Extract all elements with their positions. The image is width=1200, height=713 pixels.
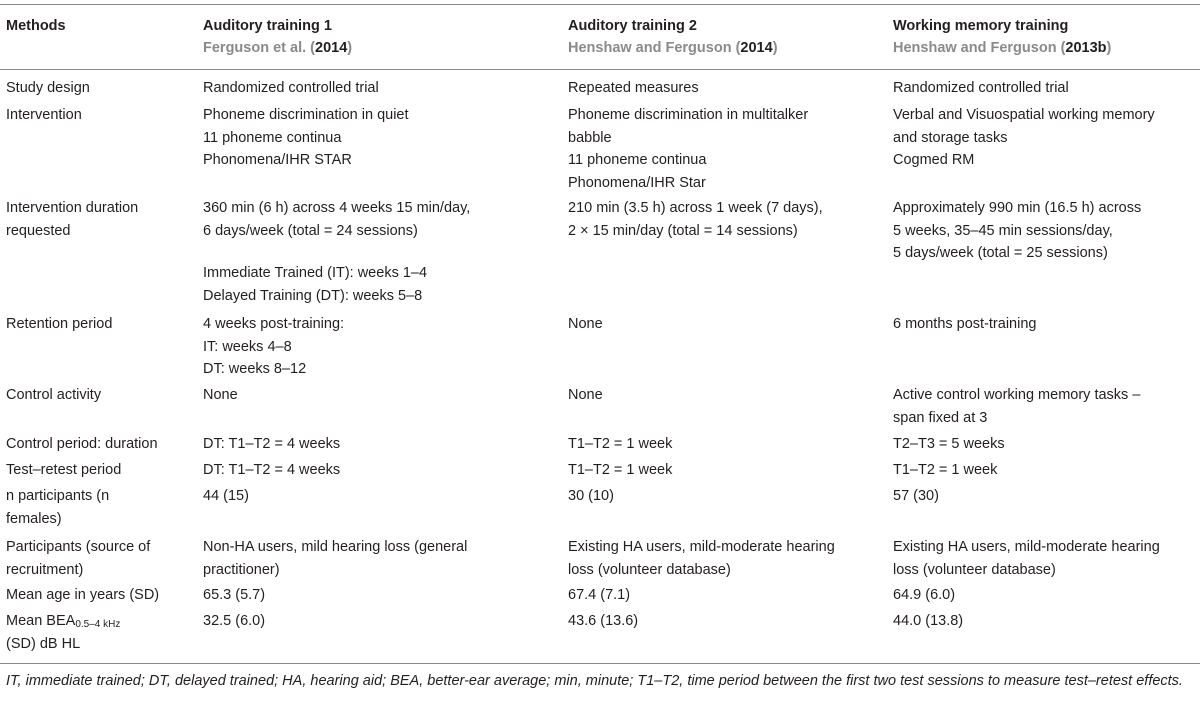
row-design-col3 bbox=[893, 77, 1069, 100]
row-bea-label: Mean $BEA_{0.5-4 kHz}$ (SD) dB HL bbox=[6, 613, 121, 652]
row-duration-col2 bbox=[568, 197, 823, 242]
cell-line: Phonomena/IHR Star bbox=[568, 174, 706, 191]
cell-line: Active control working memory tasks – bbox=[893, 387, 1141, 403]
row-design-col1 bbox=[203, 77, 379, 100]
row-intervention-label bbox=[6, 104, 82, 127]
row-duration-label bbox=[6, 197, 138, 242]
row-bea-col2 bbox=[568, 610, 638, 633]
row-duration-col1 bbox=[203, 197, 470, 242]
header-col-2 bbox=[568, 15, 778, 59]
cell-line: 4 weeks post-training: bbox=[203, 316, 345, 332]
row-test-retest-label bbox=[6, 459, 121, 482]
row-age-label bbox=[6, 584, 159, 607]
row-duration-col1-schedule bbox=[203, 262, 427, 307]
cell-line: loss (volunteer database) bbox=[893, 561, 1056, 578]
cell-line: 64.9 (6.0) bbox=[893, 587, 956, 603]
cell-line: 11 phoneme continua bbox=[203, 129, 342, 146]
cell-line: Phoneme discrimination in quiet bbox=[203, 107, 409, 123]
cell-line: Existing HA users, mild-moderate hearing bbox=[893, 539, 1160, 555]
row-recruitment-col2 bbox=[568, 536, 835, 581]
table-footnote: IT, immediate trained; DT, delayed trained; HA, hearing aid; BEA, better-ear average; min, minute; T1–T2, time period between the first two test sessions to measure test–retest effects. bbox=[6, 673, 1183, 689]
cell-line: n participants (n bbox=[6, 488, 110, 504]
row-intervention-col3 bbox=[893, 104, 1155, 172]
cell-line: 44 (15) bbox=[203, 488, 249, 504]
row-control-duration-label bbox=[6, 433, 158, 456]
cell-line: 32.5 (6.0) bbox=[203, 613, 266, 629]
row-recruitment-col1 bbox=[203, 536, 467, 581]
row-design-col2 bbox=[568, 77, 699, 100]
row-control-duration-col2 bbox=[568, 433, 672, 456]
cell-line: Cogmed RM bbox=[893, 152, 975, 168]
cell-line: None bbox=[568, 316, 603, 332]
header-col-2-title: Auditory training 2 bbox=[568, 18, 697, 34]
cell-line: DT: T1–T2 = 4 weeks bbox=[203, 436, 341, 452]
cell-line: IT: weeks 4–8 bbox=[203, 338, 292, 355]
row-test-retest-col1 bbox=[203, 459, 340, 482]
cell-line: loss (volunteer database) bbox=[568, 561, 731, 578]
header-col-1-ref: Ferguson et al. (2014) bbox=[203, 40, 353, 56]
cell-line: Randomized controlled trial bbox=[203, 80, 379, 96]
cell-line: DT: weeks 8–12 bbox=[203, 361, 307, 377]
cell-line: T2–T3 = 5 weeks bbox=[893, 436, 1005, 452]
cell-line: 2 × 15 min/day (total = 14 sessions) bbox=[568, 222, 798, 239]
row-bea-col3 bbox=[893, 610, 963, 633]
cell-line: 65.3 (5.7) bbox=[203, 587, 266, 603]
row-participants-n-label bbox=[6, 485, 109, 530]
cell-line: Repeated measures bbox=[568, 80, 699, 96]
cell-line: 5 weeks, 35–45 min sessions/day, bbox=[893, 222, 1113, 239]
cell-line: Phonomena/IHR STAR bbox=[203, 152, 352, 168]
row-test-retest-col2 bbox=[568, 459, 672, 482]
cell-line: Intervention bbox=[6, 107, 82, 123]
cell-line: Intervention duration bbox=[6, 200, 139, 216]
header-methods: Methods bbox=[6, 18, 66, 34]
top-rule bbox=[0, 4, 1200, 5]
cell-line: 57 (30) bbox=[893, 488, 939, 504]
cell-line: requested bbox=[6, 222, 71, 239]
cell-line: Test–retest period bbox=[6, 462, 122, 478]
cell-line: 11 phoneme continua bbox=[568, 152, 707, 168]
cell-line: Mean age in years (SD) bbox=[6, 587, 160, 603]
header-col-1 bbox=[203, 15, 352, 59]
cell-line: babble bbox=[568, 129, 612, 146]
cell-line: span fixed at 3 bbox=[893, 409, 988, 426]
cell-line: Participants (source of bbox=[6, 539, 151, 555]
header-col-3-ref: Henshaw and Ferguson (2013b) bbox=[893, 40, 1112, 56]
row-retention-col2 bbox=[568, 313, 603, 336]
cell-line: T1–T2 = 1 week bbox=[568, 436, 673, 452]
cell-line: 43.6 (13.6) bbox=[568, 613, 639, 629]
row-age-col1 bbox=[203, 584, 265, 607]
cell-line: 44.0 (13.8) bbox=[893, 613, 964, 629]
row-control-col2 bbox=[568, 384, 603, 407]
row-retention-label bbox=[6, 313, 112, 336]
bea-subscript: 0.5–4 kHz bbox=[75, 619, 121, 630]
cell-line: Control activity bbox=[6, 387, 102, 403]
row-participants-n-col1 bbox=[203, 485, 249, 508]
header-col-3-title: Working memory training bbox=[893, 18, 1069, 34]
cell-line: Phoneme discrimination in multitalker bbox=[568, 107, 809, 123]
cell-line: 360 min (6 h) across 4 weeks 15 min/day, bbox=[203, 200, 471, 216]
row-age-col3 bbox=[893, 584, 955, 607]
row-participants-n-col2 bbox=[568, 485, 614, 508]
row-test-retest-col3 bbox=[893, 459, 997, 482]
cell-line: Study design bbox=[6, 80, 90, 96]
row-recruitment-label bbox=[6, 536, 150, 581]
cell-line: 5 days/week (total = 25 sessions) bbox=[893, 245, 1108, 261]
row-intervention-col1 bbox=[203, 104, 409, 172]
cell-line: 67.4 (7.1) bbox=[568, 587, 631, 603]
row-control-duration-col3 bbox=[893, 433, 1005, 456]
cell-line: Non-HA users, mild hearing loss (general bbox=[203, 539, 468, 555]
cell-line: females) bbox=[6, 510, 62, 527]
row-retention-col3 bbox=[893, 313, 1036, 336]
cell-line: recruitment) bbox=[6, 561, 84, 578]
cell-line: Control period: duration bbox=[6, 436, 158, 452]
cell-line: Existing HA users, mild-moderate hearing bbox=[568, 539, 835, 555]
row-control-col3 bbox=[893, 384, 1140, 429]
cell-line: None bbox=[568, 387, 603, 403]
header-col-2-ref: Henshaw and Ferguson (2014) bbox=[568, 40, 778, 56]
row-duration-col3 bbox=[893, 197, 1141, 265]
cell-line: Randomized controlled trial bbox=[893, 80, 1069, 96]
cell-line: Retention period bbox=[6, 316, 113, 332]
row-recruitment-col3 bbox=[893, 536, 1160, 581]
cell-line: Immediate Trained (IT): weeks 1–4 bbox=[203, 265, 428, 281]
cell-line: and storage tasks bbox=[893, 129, 1008, 146]
cell-line: None bbox=[203, 387, 238, 403]
header-rule bbox=[0, 69, 1200, 70]
header-col-1-title: Auditory training 1 bbox=[203, 18, 332, 34]
row-participants-n-col3 bbox=[893, 485, 939, 508]
cell-line: 6 days/week (total = 24 sessions) bbox=[203, 222, 418, 239]
row-control-label bbox=[6, 384, 101, 407]
row-retention-col1 bbox=[203, 313, 344, 381]
cell-line: T1–T2 = 1 week bbox=[893, 462, 998, 478]
cell-line: T1–T2 = 1 week bbox=[568, 462, 673, 478]
cell-line: 210 min (3.5 h) across 1 week (7 days), bbox=[568, 200, 823, 216]
row-control-col1 bbox=[203, 384, 238, 407]
row-age-col2 bbox=[568, 584, 630, 607]
row-control-duration-col1 bbox=[203, 433, 340, 456]
cell-line: DT: T1–T2 = 4 weeks bbox=[203, 462, 341, 478]
bottom-rule bbox=[0, 663, 1200, 664]
cell-line: Delayed Training (DT): weeks 5–8 bbox=[203, 287, 423, 304]
cell-line: Verbal and Visuospatial working memory bbox=[893, 107, 1155, 123]
row-intervention-col2 bbox=[568, 104, 808, 194]
cell-line: Approximately 990 min (16.5 h) across bbox=[893, 200, 1142, 216]
cell-line: 6 months post-training bbox=[893, 316, 1037, 332]
cell-line: 30 (10) bbox=[568, 488, 614, 504]
row-design-label bbox=[6, 77, 90, 100]
row-bea-col1 bbox=[203, 610, 265, 633]
header-col-3 bbox=[893, 15, 1111, 59]
cell-line: practitioner) bbox=[203, 561, 280, 578]
